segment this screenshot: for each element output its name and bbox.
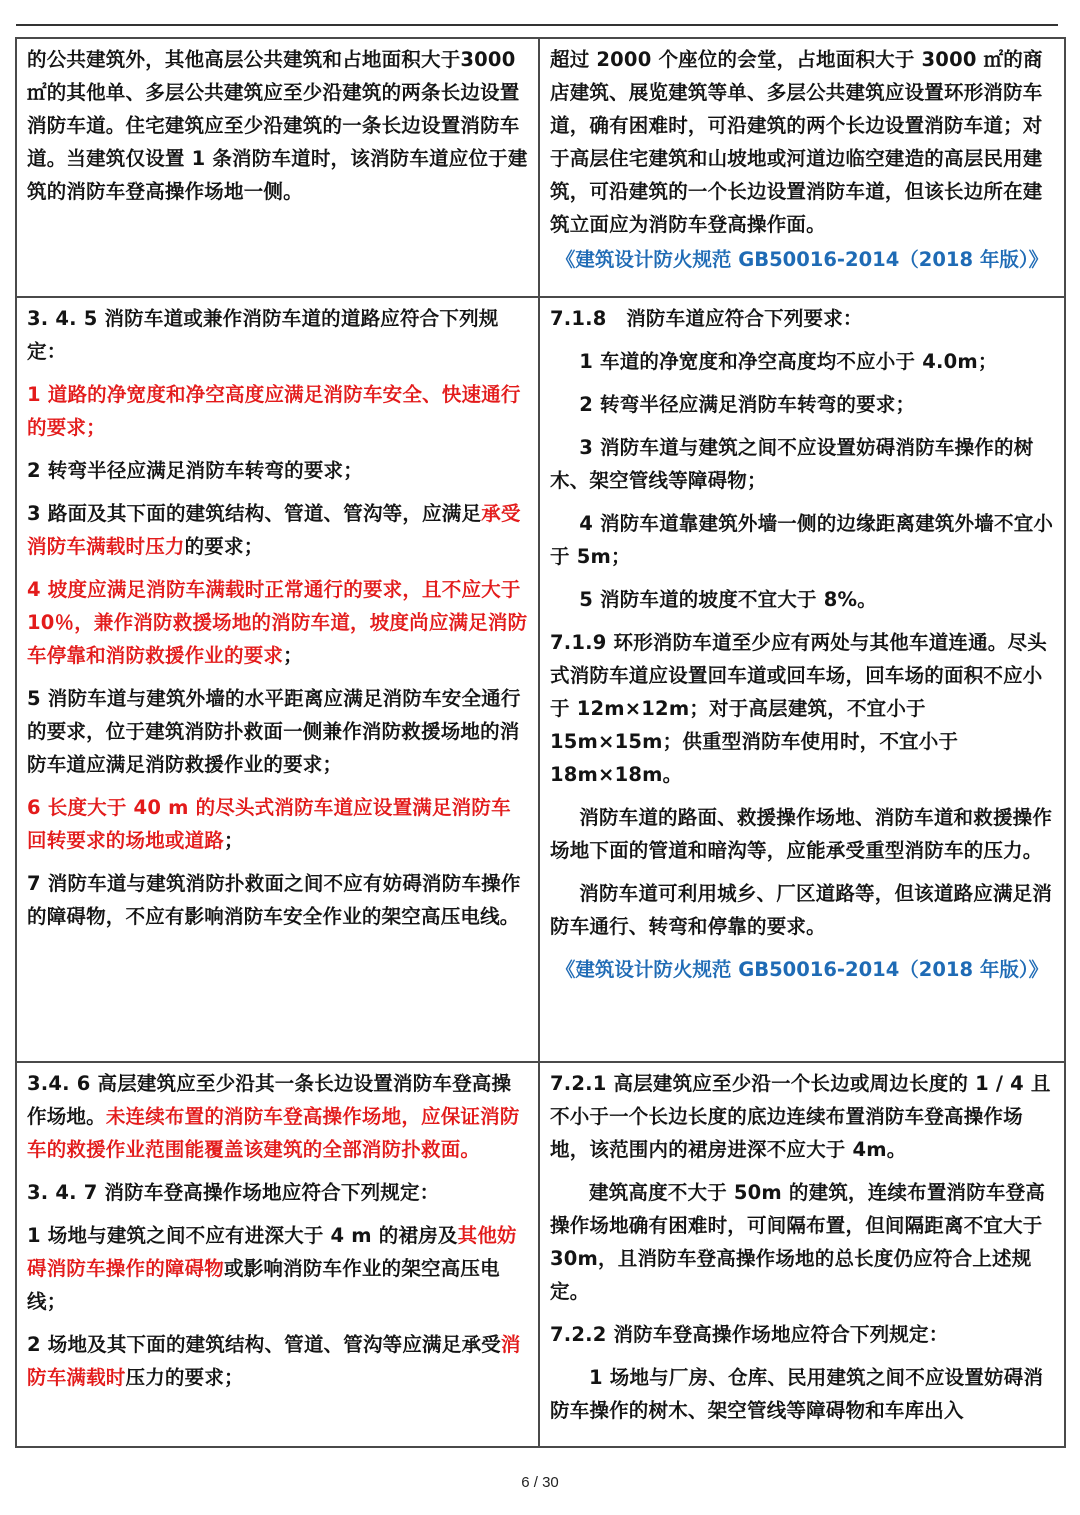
citation: 《建筑设计防火规范 GB50016-2014（2018 年版）》 xyxy=(555,248,1049,271)
text-segment: 消防车道可利用城乡、厂区道路等，但该道路应满足消防车通行、转弯和停靠的要求。 xyxy=(550,882,1053,938)
row1-right-content xyxy=(550,43,1054,241)
text-segment: 3. 4. 7 消防车登高操作场地应符合下列规定： xyxy=(27,1181,440,1204)
text-segment: 7.2.1 高层建筑应至少沿一个长边或周边长度的 1 / 4 且不小于一个长边长度的底边连续布置消防车登高操作场地，该范围内的裙房进深不应大于 4m。 xyxy=(550,1072,1051,1161)
paragraph xyxy=(550,1318,1054,1351)
paragraph xyxy=(550,1176,1054,1308)
paragraph xyxy=(27,573,528,672)
text-segment: 建筑高度不大于 50m 的建筑，连续布置消防车登高操作场地确有困难时，可间隔布置，但间隔距离不宜大于 30m，且消防车登高操作场地的总长度仍应符合上述规定。 xyxy=(550,1181,1046,1303)
row3-left-content xyxy=(27,1067,528,1394)
text-segment: 超过 2000 个座位的会堂，占地面积大于 3000 ㎡的商店建筑、展览建筑等单、多层公共建筑应设置环形消防车道，确有困难时，可沿建筑的两个长边设置消防车道；对于高层住宅建筑和山坡地或河道边临空建造的高层民用建筑，可沿建筑的一个长边设置消防车道，但该长边所在建筑立面应为消防车登高操作面。 xyxy=(550,48,1043,236)
paragraph xyxy=(550,431,1054,497)
page-number: 6 / 30 xyxy=(521,1474,559,1491)
row3-left-cell xyxy=(16,1062,539,1447)
paragraph xyxy=(550,801,1054,867)
highlighted-text: 1 道路的净宽度和净空高度应满足消防车安全、快速通行的要求； xyxy=(27,383,521,439)
paragraph xyxy=(550,345,1054,378)
paragraph xyxy=(27,378,528,444)
paragraph xyxy=(27,1176,528,1209)
row2-left-content xyxy=(27,302,528,933)
paragraph xyxy=(27,867,528,933)
paragraph xyxy=(27,497,528,563)
paragraph xyxy=(27,302,528,368)
top-rule xyxy=(16,24,1058,26)
paragraph xyxy=(550,583,1054,616)
text-segment: 2 转弯半径应满足消防车转弯的要求； xyxy=(579,393,916,416)
text-segment: 1 场地与厂房、仓库、民用建筑之间不应设置妨碍消防车操作的树木、架空管线等障碍物和车库出入 xyxy=(550,1366,1044,1422)
paragraph xyxy=(27,1328,528,1394)
row1-right-cell xyxy=(539,38,1065,297)
paragraph xyxy=(550,877,1054,943)
paragraph xyxy=(27,454,528,487)
paragraph xyxy=(550,507,1054,573)
paragraph xyxy=(550,302,1054,335)
text-segment: 或影响消防车作业的架空高压电线； xyxy=(27,1257,500,1313)
text-segment: 4 消防车道靠建筑外墙一侧的边缘距离建筑外墙不宜小于 5m； xyxy=(550,512,1054,568)
highlighted-text: 承受消防车满载时压力 xyxy=(27,502,521,558)
text-segment: 1 车道的净宽度和净空高度均不应小于 4.0m； xyxy=(579,350,998,373)
text-segment: ； xyxy=(224,829,244,852)
paragraph xyxy=(27,1219,528,1318)
text-segment: 5 消防车道与建筑外墙的水平距离应满足消防车安全通行的要求，位于建筑消防扑救面一侧兼作消防救援场地的消防车道应满足消防救援作业的要求； xyxy=(27,687,521,776)
text-segment: 3. 4. 5 消防车道或兼作消防车道的道路应符合下列规定： xyxy=(27,307,499,363)
table-row xyxy=(16,297,1065,1062)
row3-right-cell xyxy=(539,1062,1065,1447)
text-segment: 7.1.9 环形消防车道至少应有两处与其他车道连通。尽头式消防车道应设置回车道或回车场，回车场的面积不应小于 12m×12m；对于高层建筑，不宜小于 15m×15m；供重型消防车使用时，不宜小于 18m×18m。 xyxy=(550,631,1047,786)
text-segment: 2 场地及其下面的建筑结构、管道、管沟等应满足承受 xyxy=(27,1333,501,1356)
paragraph xyxy=(550,1361,1054,1427)
text-segment: 压力的要求； xyxy=(125,1366,244,1389)
paragraph xyxy=(27,791,528,857)
text-segment: ； xyxy=(283,644,303,667)
text-segment: 7 消防车道与建筑消防扑救面之间不应有妨碍消防车操作的障碍物，不应有影响消防车安全作业的架空高压电线。 xyxy=(27,872,521,928)
paragraph xyxy=(550,43,1054,241)
table-row xyxy=(16,1062,1065,1447)
paragraph xyxy=(27,43,528,208)
row2-right-cell xyxy=(539,297,1065,1062)
text-segment: 1 场地与建筑之间不应有进深大于 4 m 的裙房及 xyxy=(27,1224,458,1247)
text-segment: 的公共建筑外，其他高层公共建筑和占地面积大于3000 ㎡的其他单、多层公共建筑应至少沿建筑的两条长边设置消防车道。住宅建筑应至少沿建筑的一条长边设置消防车道。当建筑仅设置 1 条消防车道时，该消防车道应位于建筑的消防车登高操作场地一侧。 xyxy=(27,48,528,203)
comparison-table xyxy=(15,37,1066,1448)
row1-left-cell xyxy=(16,38,539,297)
text-segment: 2 转弯半径应满足消防车转弯的要求； xyxy=(27,459,363,482)
highlighted-text: 6 长度大于 40 m 的尽头式消防车道应设置满足消防车回转要求的场地或道路 xyxy=(27,796,511,852)
text-segment: 5 消防车道的坡度不宜大于 8%。 xyxy=(579,588,877,611)
row2-left-cell xyxy=(16,297,539,1062)
paragraph xyxy=(27,682,528,781)
text-segment: 3 路面及其下面的建筑结构、管道、管沟等，应满足 xyxy=(27,502,482,525)
text-segment: 的要求； xyxy=(184,535,264,558)
highlighted-text: 4 坡度应满足消防车满载时正常通行的要求，且不应大于 10％，兼作消防救援场地的消防车道，坡度尚应满足消防车停靠和消防救援作业的要求 xyxy=(27,578,528,667)
highlighted-text: 未连续布置的消防车登高操作场地，应保证消防车的救援作业范围能覆盖该建筑的全部消防扑救面。 xyxy=(27,1105,520,1161)
text-segment: 7.1.8 消防车道应符合下列要求： xyxy=(550,307,863,330)
highlighted-text: 其他妨碍消防车操作的障碍物 xyxy=(27,1224,517,1280)
row3-right-content xyxy=(550,1067,1054,1427)
paragraph xyxy=(27,1067,528,1166)
text-segment: 消防车道的路面、救援操作场地、消防车道和救援操作场地下面的管道和暗沟等，应能承受重型消防车的压力。 xyxy=(550,806,1053,862)
text-segment: 3.4. 6 高层建筑应至少沿其一条长边设置消防车登高操作场地。 xyxy=(27,1072,512,1128)
text-segment: 7.2.2 消防车登高操作场地应符合下列规定： xyxy=(550,1323,949,1346)
paragraph xyxy=(550,626,1054,791)
paragraph xyxy=(550,1067,1054,1166)
paragraph xyxy=(550,388,1054,421)
text-segment: 3 消防车道与建筑之间不应设置妨碍消防车操作的树木、架空管线等障碍物； xyxy=(550,436,1034,492)
highlighted-text: 消防车满载时 xyxy=(27,1333,521,1389)
table-row xyxy=(16,38,1065,297)
citation: 《建筑设计防火规范 GB50016-2014（2018 年版）》 xyxy=(555,958,1049,981)
row1-left-content xyxy=(27,43,528,208)
row2-right-content xyxy=(550,302,1054,943)
